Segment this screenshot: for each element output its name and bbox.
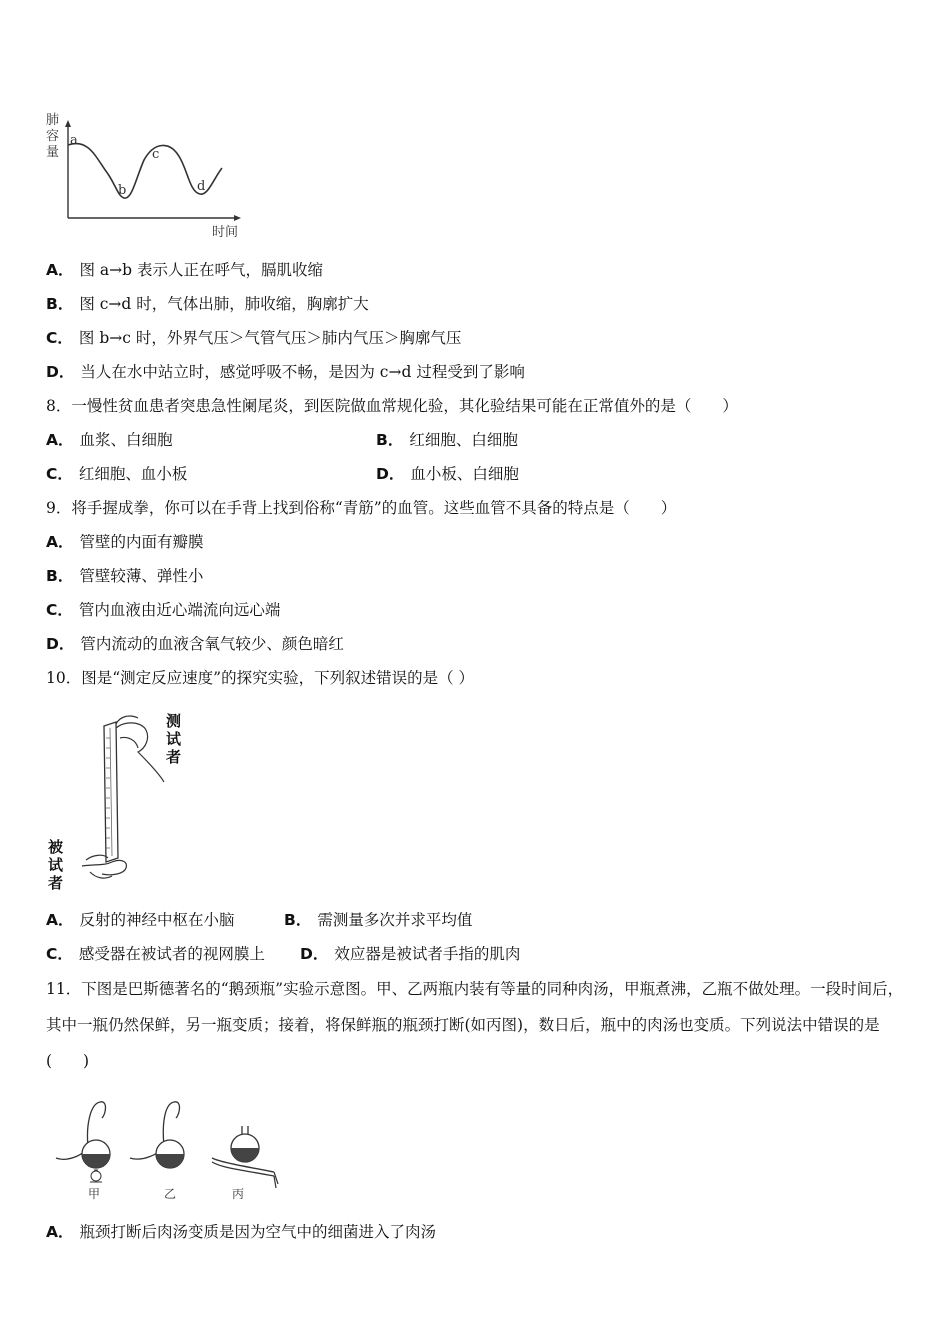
q10-stem: 10．图是“测定反应速度”的探究实验，下列叙述错误的是（ ） <box>46 669 475 687</box>
subject-label-char: 被 <box>48 838 64 856</box>
q7-option-d: D． 当人在水中站立时，感觉呼吸不畅，是因为 c→d 过程受到了影响 <box>46 363 525 381</box>
q8-stem: 8．一慢性贫血患者突患急性阑尾炎，到医院做血常规化验，其化验结果可能在正常值外的是（ ） <box>46 397 738 415</box>
q9-option-b: B． 管壁较薄、弹性小 <box>46 567 204 585</box>
flask-label-yi: 乙 <box>164 1187 177 1201</box>
point-label-d: d <box>197 179 206 194</box>
flask-label-jia: 甲 <box>88 1187 101 1201</box>
subject-label-char: 者 <box>48 874 64 892</box>
flask-yi <box>130 1102 184 1168</box>
swan-neck-flask-figure <box>46 1096 280 1204</box>
flask-jia <box>56 1102 110 1182</box>
point-label-b: b <box>118 183 127 198</box>
q8-option-b: B． 红细胞、白细胞 <box>376 431 518 449</box>
q9-option-c: C． 管内血液由近心端流向远心端 <box>46 601 281 619</box>
tester-label-char: 者 <box>166 748 182 766</box>
q9-option-d: D． 管内流动的血液含氧气较少、颜色暗红 <box>46 635 344 653</box>
q8-option-c: C． 红细胞、血小板 <box>46 465 188 483</box>
q11-stem: 11．下图是巴斯德著名的“鹅颈瓶”实验示意图。甲、乙两瓶内装有等量的同种肉汤，甲瓶煮沸，乙瓶不做处理。一段时间后，其中一瓶仍然保鲜，另一瓶变质；接着，将保鲜瓶的瓶颈打断(如丙图)，数日后，瓶中的肉汤也变质。下列说法中错误的是( ) <box>46 980 904 1070</box>
subject-label-char: 试 <box>48 856 64 874</box>
q10-option-a: A． 反射的神经中枢在小脑 <box>46 911 235 929</box>
lung-capacity-chart <box>44 108 254 242</box>
x-axis-arrow <box>234 215 241 221</box>
q11-option-a: A． 瓶颈打断后肉汤变质是因为空气中的细菌进入了肉汤 <box>46 1223 437 1241</box>
q8-option-d: D． 血小板、白细胞 <box>376 465 519 483</box>
q7-option-a: A． 图 a→b 表示人正在呼气，膈肌收缩 <box>46 261 324 279</box>
flask-label-bing: 丙 <box>232 1187 245 1201</box>
flask-bing <box>212 1126 278 1188</box>
y-axis-label-char: 肺 <box>46 113 60 128</box>
tester-label-char: 测 <box>166 712 182 730</box>
y-axis-arrow <box>65 120 71 127</box>
q7-option-b: B． 图 c→d 时，气体出肺，肺收缩，胸廓扩大 <box>46 295 369 313</box>
ruler <box>104 722 118 862</box>
q10-option-c: C． 感受器在被试者的视网膜上 <box>46 945 265 963</box>
q7-option-c: C． 图 b→c 时，外界气压＞气管气压＞肺内气压＞胸廓气压 <box>46 329 462 347</box>
point-label-c: c <box>152 147 160 162</box>
q8-option-a: A． 血浆、白细胞 <box>46 431 173 449</box>
tester-label-char: 试 <box>166 730 182 748</box>
x-axis-label: 时间 <box>212 225 239 240</box>
q10-option-d: D． 效应器是被试者手指的肌肉 <box>300 945 521 963</box>
q9-stem: 9．将手握成拳，你可以在手背上找到俗称“青筋”的血管。这些血管不具备的特点是（ ） <box>46 499 677 517</box>
q10-option-b: B． 需测量多次并求平均值 <box>284 911 473 929</box>
reaction-speed-figure <box>46 708 196 892</box>
q9-option-a: A． 管壁的内面有瓣膜 <box>46 533 204 551</box>
tester-hand <box>116 716 164 782</box>
y-axis-label-char: 量 <box>46 145 60 160</box>
point-label-a: a <box>70 133 78 148</box>
subject-hand <box>82 855 126 878</box>
y-axis-label-char: 容 <box>46 129 60 144</box>
